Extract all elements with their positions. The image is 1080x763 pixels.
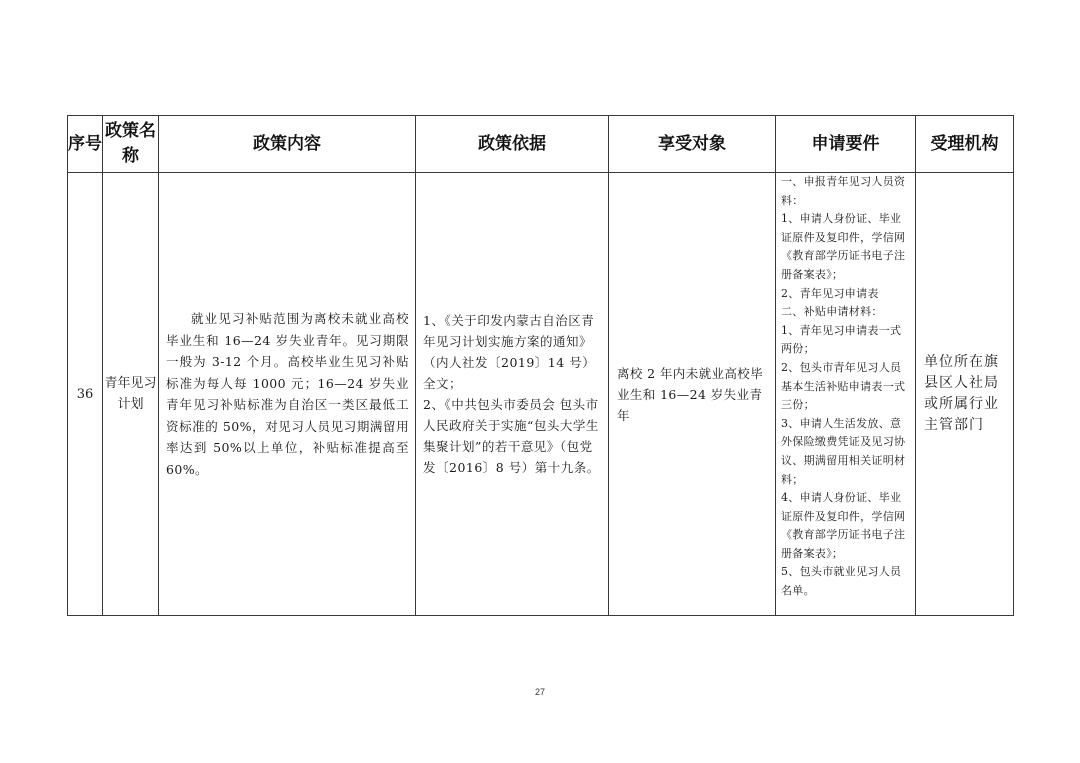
header-row bbox=[68, 116, 1014, 173]
basis-item: 2、《中共包头市委员会 包头市人民政府关于实施“包头大学生集聚计划”的若干意见》（包党发〔2016〕8 号）第十九条。 bbox=[423, 397, 600, 475]
requirement-item: 1、青年见习申请表一式两份； bbox=[781, 323, 902, 356]
requirement-item: 4、申请人身份证、毕业证原件及复印件，学信网《教育部学历证书电子注册备案表》； bbox=[781, 491, 906, 560]
requirement-item: 二、补贴申请材料： bbox=[781, 305, 883, 319]
header-seq: 序号 bbox=[68, 116, 103, 173]
requirement-item: 3、申请人生活发放、意外保险缴费凭证及见习协议、期满留用相关证明材料； bbox=[781, 416, 906, 486]
requirement-item: 1、申请人身份证、毕业证原件及复印件，学信网《教育部学历证书电子注册备案表》； bbox=[781, 212, 906, 281]
page-number: 27 bbox=[534, 687, 545, 697]
row-target: 离校 2 年内未就业高校毕业生和 16—24 岁失业青年 bbox=[609, 173, 776, 616]
basis-item: 1、《关于印发内蒙古自治区青年见习计划实施方案的通知》（内人社发〔2019〕14 号）全文； bbox=[423, 313, 596, 391]
header-target: 享受对象 bbox=[609, 116, 776, 173]
header-name: 政策名称 bbox=[103, 116, 159, 173]
policy-table bbox=[67, 115, 1014, 616]
table-row bbox=[68, 173, 1014, 616]
row-seq: 36 bbox=[68, 173, 103, 616]
requirement-item: 2、青年见习申请表 bbox=[781, 286, 879, 300]
requirement-item: 2、包头市青年见习人员基本生活补贴申请表一式三份； bbox=[781, 360, 906, 412]
row-agency: 单位所在旗县区人社局或所属行业主管部门 bbox=[916, 173, 1014, 616]
row-policy-basis bbox=[416, 173, 609, 616]
header-content: 政策内容 bbox=[159, 116, 416, 173]
requirement-item: 5、包头市就业见习人员名单。 bbox=[781, 565, 902, 598]
header-basis: 政策依据 bbox=[416, 116, 609, 173]
row-requirements bbox=[776, 173, 916, 616]
row-policy-name: 青年见习计划 bbox=[103, 173, 159, 616]
requirement-item: 一、申报青年见习人员资料： bbox=[781, 175, 906, 207]
policy-content-text: 就业见习补贴范围为离校未就业高校毕业生和 16—24 岁失业青年。见习期限一般为 3-12 个月。高校毕业生见习补贴标准为每人每 1000 元；16—24 岁失业青年见习补贴标准为自治区一类区最低工资标准的 50%，对见习人员见习期满留用率达到 50%以上单位，补贴标准提高至 60%。 bbox=[166, 311, 409, 477]
header-requirements: 申请要件 bbox=[776, 116, 916, 173]
header-agency: 受理机构 bbox=[916, 116, 1014, 173]
row-policy-content bbox=[159, 173, 416, 616]
